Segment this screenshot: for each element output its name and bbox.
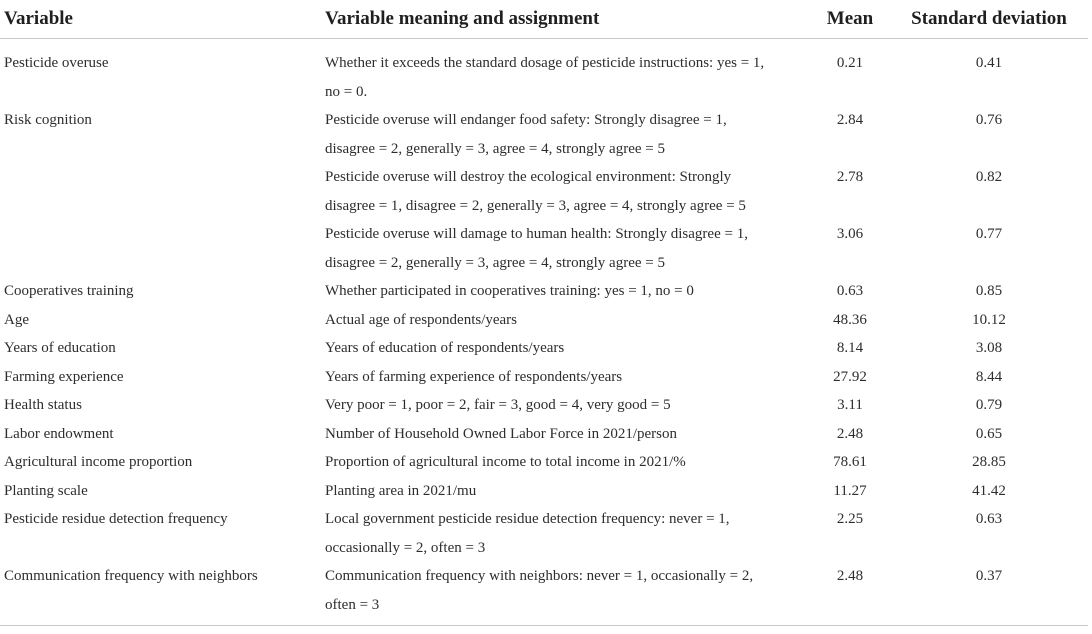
cell-meaning: Communication frequency with neighbors: never = 1, occasionally = 2, often = 3 [325,568,754,613]
table-row [0,39,1088,107]
cell-standard-deviation: 41.42 [972,482,1006,499]
header-meaning: Variable meaning and assignment [325,0,810,39]
table-row [0,163,1088,220]
table-body [0,39,1088,626]
cell-standard-deviation: 3.08 [975,340,1003,356]
table-row [0,220,1088,277]
table-row [0,562,1088,626]
cell-mean: 2.84 [836,112,864,128]
cell-meaning: Proportion of agricultural income to total income in 2021/% [325,454,686,470]
table-row [0,363,1088,392]
cell-standard-deviation: 0.85 [975,283,1003,299]
cell-variable: Age [4,311,29,328]
cell-meaning: Pesticide overuse will damage to human health: Strongly disagree = 1, disagree = 2, generally = 3, agree = 4, strongly agree = 5 [325,226,748,271]
cell-standard-deviation: 0.65 [975,425,1003,442]
cell-mean: 27.92 [833,368,867,385]
cell-standard-deviation: 0.63 [975,511,1003,527]
table-row [0,334,1088,363]
cell-variable: Health status [4,397,82,413]
cell-variable: Farming experience [4,368,124,385]
bottom-rule [0,626,1088,628]
table-row [0,391,1088,420]
cell-variable: Pesticide residue detection frequency [4,511,228,527]
cell-mean: 8.14 [836,340,864,356]
cell-standard-deviation: 10.12 [972,311,1006,328]
table-row [0,448,1088,477]
cell-meaning: Planting area in 2021/mu [325,482,477,499]
table-bottom-rule [0,626,1088,628]
cell-mean: 2.48 [836,568,864,584]
header-variable: Variable [0,0,325,39]
cell-standard-deviation: 0.41 [975,55,1003,71]
cell-mean: 48.36 [833,311,867,328]
cell-meaning: Local government pesticide residue detection frequency: never = 1, occasionally = 2, often = 3 [325,511,730,556]
cell-meaning: Pesticide overuse will destroy the ecological environment: Strongly disagree = 1, disagree = 2, generally = 3, agree = 4, strongly agree = 5 [325,169,746,214]
table-row [0,505,1088,562]
cell-mean: 3.06 [836,226,864,242]
header-standard-deviation: Standard deviation [890,0,1088,39]
cell-standard-deviation: 0.79 [975,397,1003,413]
cell-standard-deviation: 0.37 [975,568,1003,584]
cell-mean: 3.11 [837,397,863,413]
cell-mean: 11.27 [833,482,867,499]
cell-standard-deviation: 8.44 [975,368,1003,385]
cell-variable [0,220,325,277]
cell-variable: Planting scale [4,482,88,499]
cell-variable: Labor endowment [4,425,114,442]
header-row [0,0,1088,39]
cell-variable: Agricultural income proportion [4,454,193,470]
cell-standard-deviation: 0.77 [975,226,1003,242]
header-mean: Mean [810,0,890,39]
cell-variable: Cooperatives training [4,283,134,299]
cell-meaning: Number of Household Owned Labor Force in 2021/person [325,425,678,442]
cell-meaning: Actual age of respondents/years [325,311,518,328]
table-row [0,106,1088,163]
cell-standard-deviation: 0.76 [975,112,1003,128]
table-row [0,477,1088,506]
cell-variable [0,163,325,220]
cell-meaning: Very poor = 1, poor = 2, fair = 3, good = 4, very good = 5 [325,397,671,413]
cell-standard-deviation: 28.85 [972,454,1006,470]
cell-meaning: Whether it exceeds the standard dosage of pesticide instructions: yes = 1, no = 0. [325,55,765,100]
cell-variable: Risk cognition [4,112,92,128]
cell-variable: Communication frequency with neighbors [4,568,258,584]
table-row [0,420,1088,449]
cell-mean: 2.25 [836,511,864,527]
cell-mean: 0.63 [836,283,864,299]
cell-meaning: Years of education of respondents/years [325,340,565,356]
table-row [0,277,1088,306]
cell-mean: 2.78 [836,169,864,185]
cell-meaning: Whether participated in cooperatives training: yes = 1, no = 0 [325,283,694,299]
cell-mean: 0.21 [836,55,864,71]
cell-meaning: Pesticide overuse will endanger food safety: Strongly disagree = 1, disagree = 2, generally = 3, agree = 4, strongly agree = 5 [325,112,727,157]
table-header [0,0,1088,39]
table-row [0,306,1088,335]
cell-mean: 78.61 [833,454,867,470]
cell-variable: Years of education [4,340,116,356]
cell-meaning: Years of farming experience of respondents/years [325,368,623,385]
cell-variable: Pesticide overuse [4,55,109,71]
cell-mean: 2.48 [836,425,864,442]
cell-standard-deviation: 0.82 [975,169,1003,185]
